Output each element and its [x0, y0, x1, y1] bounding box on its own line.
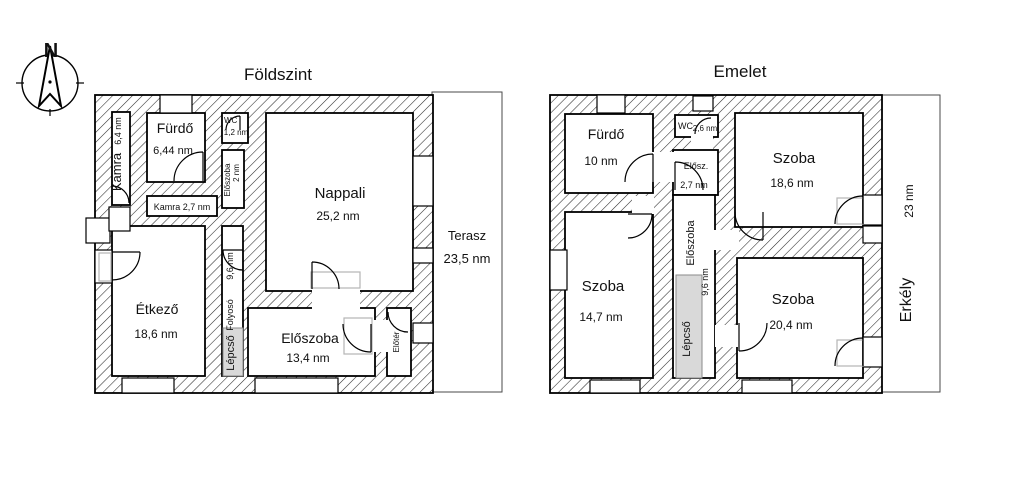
- szoba-eszak-room: [735, 113, 863, 227]
- ground-right-window-2: [413, 248, 433, 263]
- nappali-eloszoba-opening: [312, 289, 360, 310]
- ground-left-window: [95, 250, 112, 283]
- szoba-eszak-label: Szoba: [772, 150, 816, 167]
- wc-elosz-opening: [691, 136, 713, 150]
- szoba-del-area: 20,4 nm: [769, 318, 813, 332]
- upper-elosz-area: 2,7 nm: [680, 180, 708, 190]
- wc-area: 1,2 nm: [223, 128, 249, 137]
- upper-furdo-label: Fürdő: [587, 126, 625, 142]
- upper-floor-title: Emelet: [713, 62, 767, 81]
- etkezo-area: 18,6 nm: [134, 327, 178, 341]
- kamra-strip-area: 6,4 nm: [113, 117, 123, 145]
- szoba-eszak-opening: [713, 230, 739, 250]
- kamra-kis-label: Kamra 2,7 nm: [153, 202, 211, 212]
- upper-wc-area: 2,6 nm: [692, 124, 718, 133]
- nappali-label: Nappali: [314, 185, 366, 202]
- szoba-del-label: Szoba: [771, 291, 815, 308]
- balcony-door-opening-2: [863, 337, 882, 367]
- upper-eloszoba-label: Előszoba: [685, 220, 697, 266]
- szoba-nyugat-room: [565, 212, 653, 378]
- szoba-del-opening: [715, 325, 739, 347]
- ground-kamra-door-box: [109, 207, 130, 231]
- upper-floor-plan: [550, 62, 940, 393]
- szoba-nyugat-label: Szoba: [581, 278, 625, 295]
- upper-top-window-1: [597, 95, 625, 113]
- eloszoba-area: 13,4 nm: [286, 351, 330, 365]
- erkely-room: [882, 95, 940, 392]
- upper-bottom-window-1: [590, 380, 640, 393]
- ground-stairs-label: Lépcső: [225, 335, 237, 371]
- upper-left-window: [550, 250, 567, 290]
- erkely-label: Erkély: [898, 277, 915, 323]
- ground-floor-plan: [86, 65, 502, 393]
- ground-right-window-1: [413, 156, 433, 206]
- kamra-strip-label: Kamra: [109, 152, 124, 192]
- erkely-area: 23 nm: [902, 184, 916, 218]
- ground-top-window: [160, 95, 192, 113]
- terasz-area: 23,5 nm: [443, 251, 491, 266]
- compass-north-label: N: [43, 40, 59, 62]
- eloszoba-label: Előszoba: [281, 330, 339, 346]
- upper-stairs-label: Lépcső: [681, 321, 693, 357]
- eloszoba-kis-label: Előszoba: [223, 163, 232, 197]
- upper-eloszoba-area: 9,6 nm: [700, 268, 710, 296]
- eloszoba-kis-area: 2 nm: [232, 164, 241, 182]
- upper-bottom-window-2: [742, 380, 792, 393]
- terasz-label: Terasz: [447, 228, 487, 243]
- ground-terrace-door-opening: [413, 323, 433, 343]
- ground-left-door-box: [86, 218, 110, 243]
- szoba-nyugat-opening: [632, 196, 654, 214]
- nappali-area: 25,2 nm: [316, 209, 360, 223]
- etkezo-label: Étkező: [135, 301, 179, 317]
- upper-furdo-area: 10 nm: [584, 154, 618, 168]
- folyoso-label: Folyosó: [225, 299, 235, 331]
- balcony-door-opening-1: [863, 195, 882, 225]
- upper-right-window: [863, 226, 882, 243]
- nappali-room: [266, 113, 413, 291]
- szoba-eszak-area: 18,6 nm: [770, 176, 814, 190]
- eloter-label: Előtér: [392, 331, 401, 353]
- eloszoba-eloter-opening: [373, 320, 389, 352]
- ground-bottom-window-1: [122, 378, 174, 393]
- furdo-area: 6,44 nm: [153, 145, 193, 157]
- folyoso-area: 9,6 nm: [225, 252, 235, 280]
- ground-floor-title: Földszint: [243, 65, 313, 84]
- upper-top-window-2: [693, 96, 713, 111]
- upper-wc-label: WC: [678, 121, 693, 131]
- furdo-corridor-opening: [651, 152, 675, 182]
- szoba-nyugat-area: 14,7 nm: [579, 310, 623, 324]
- furdo-label: Fürdő: [156, 120, 194, 136]
- upper-elosz-label: Elősz.: [683, 161, 709, 171]
- ground-bottom-window-2: [255, 378, 338, 393]
- wc-label: WC: [224, 116, 238, 125]
